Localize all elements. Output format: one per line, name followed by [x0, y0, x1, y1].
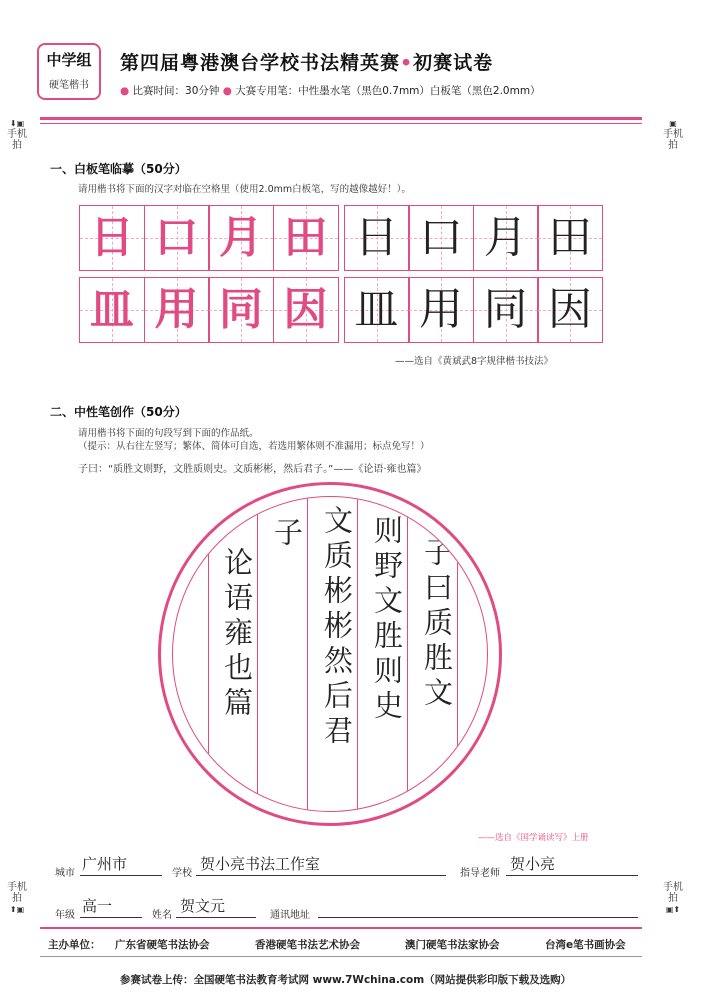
section1-heading: 一、白板笔临摹（50分）: [50, 162, 187, 176]
address-underline: [318, 917, 638, 918]
group-sub-label: 硬笔楷书: [49, 80, 89, 91]
organizer-1: 广东省硬笔书法协会: [115, 939, 210, 951]
model-char-cell: 用: [144, 277, 210, 343]
footer-divider: [40, 927, 642, 929]
section2-heading: 二、中性笔创作（50分）: [50, 405, 187, 419]
copy-char-cell: 口: [408, 205, 474, 271]
copy-char-cell: 皿: [344, 277, 410, 343]
work-paper: [172, 496, 488, 812]
section2-quote: 子曰：“质胜文则野，文胜质则史。文质彬彬，然后君子。”——《论语·雍也篇》: [78, 464, 427, 475]
model-char-cell: 田: [273, 205, 339, 271]
school-underline: [196, 875, 446, 876]
organizers-label: 主办单位：: [48, 939, 101, 951]
section2-instruction-2: （提示：从右往左竖写；繁体、简体可自选，若选用繁体则不准漏用；标点免写！）: [78, 441, 430, 452]
grade-label: 年级: [55, 910, 75, 921]
section2-instruction-1: 请用楷书将下面的句段写到下面的作品纸。: [78, 428, 259, 439]
side-label-top-right: ▣ 手机拍: [663, 119, 683, 151]
copy-grid-row2: [79, 277, 602, 343]
calligraphy-column-5: 论语雍也篇: [220, 547, 254, 722]
grade-underline: [80, 917, 142, 918]
calligraphy-column-3: 文质彬彬然后君: [320, 505, 354, 750]
teacher-label: 指导老师: [460, 868, 500, 879]
name-underline: [176, 917, 256, 918]
organizer-2: 香港硬笔书法艺术协会: [255, 939, 360, 951]
copy-char-cell: 同: [473, 277, 539, 343]
model-char-cell: 口: [144, 205, 210, 271]
copy-char-cell: 日: [344, 205, 410, 271]
calligraphy-column-2: 则野文胜则史: [370, 515, 404, 725]
name-value[interactable]: 贺文元: [180, 897, 226, 915]
model-char-cell: 皿: [79, 277, 145, 343]
teacher-value[interactable]: 贺小亮: [510, 855, 556, 873]
organizer-4: 台湾e笔书画协会: [545, 939, 626, 951]
exam-info: ● 比赛时间：30分钟 ● 大赛专用笔：中性墨水笔（黑色0.7mm）白板笔（黑色2.0mm）: [120, 85, 541, 97]
copy-char-cell: 用: [408, 277, 474, 343]
city-label: 城市: [55, 868, 75, 879]
city-underline: [80, 875, 162, 876]
model-char-cell: 月: [208, 205, 274, 271]
organizer-3: 澳门硬笔书法家协会: [405, 939, 500, 951]
header-divider-thin: [40, 123, 642, 124]
copy-grid-row1: [79, 205, 602, 271]
header-divider: [40, 117, 642, 120]
section1-source: ——选自《黄斌武8字规律楷书技法》: [395, 356, 554, 367]
copy-char-cell: 月: [473, 205, 539, 271]
exam-title: 第四届粤港澳台学校书法精英赛•初赛试卷: [120, 52, 494, 74]
model-char-cell: 日: [79, 205, 145, 271]
calligraphy-column-1: 子曰质胜文: [420, 537, 454, 712]
school-label: 学校: [172, 868, 192, 879]
school-value[interactable]: 贺小亮书法工作室: [200, 855, 321, 873]
section1-instruction: 请用楷书将下面的汉字对临在空格里（使用2.0mm白板笔，写的越像越好！）。: [78, 184, 411, 195]
group-badge: [37, 43, 101, 100]
copy-char-cell: 田: [537, 205, 603, 271]
calligraphy-column-4: 子: [270, 517, 304, 552]
name-label: 姓名: [152, 910, 172, 921]
teacher-underline: [506, 875, 638, 876]
side-label-bottom-right: 手机拍 ▣⬆: [663, 882, 683, 914]
footer-divider-2: [40, 956, 642, 957]
paper-source-note: ——选自《国学诵读写》上册: [478, 833, 589, 843]
group-label: 中学组: [46, 51, 92, 69]
side-label-bottom-left: 手机拍 ⬆▣: [7, 882, 27, 914]
grade-value[interactable]: 高一: [82, 897, 113, 915]
address-label: 通讯地址: [270, 910, 310, 921]
side-label-top-left: ⬇▣ 手机拍: [7, 119, 27, 151]
copy-char-cell: 因: [537, 277, 603, 343]
city-value[interactable]: 广州市: [82, 855, 128, 873]
model-char-cell: 同: [208, 277, 274, 343]
model-char-cell: 因: [273, 277, 339, 343]
footer-upload-note: 参赛试卷上传：全国硬笔书法教育考试网 www.7Wchina.com（网站提供彩印版下载及选购）: [120, 974, 572, 986]
